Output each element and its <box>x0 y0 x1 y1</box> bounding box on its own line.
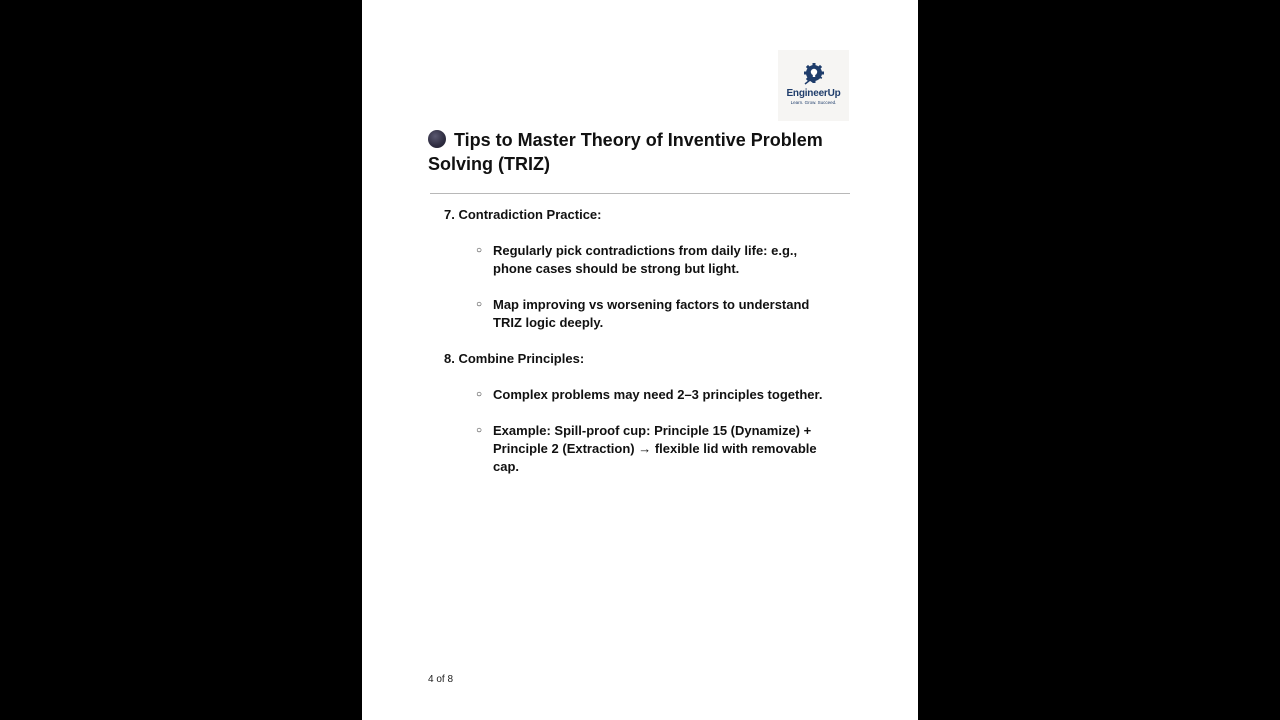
list-item-text: Map improving vs worsening factors to understand TRIZ logic deeply. <box>493 297 810 330</box>
list-item-text: Complex problems may need 2–3 principles together. <box>493 387 823 402</box>
page-title <box>428 128 858 176</box>
horizontal-divider <box>430 193 850 194</box>
gear-lightbulb-icon <box>802 62 826 86</box>
hollow-circle-bullet-icon: ○ <box>476 389 483 400</box>
list-item-text: Example: Spill-proof cup: Principle 15 (Dynamize) + Principle 2 (Extraction) → flexible lid with removable cap. <box>493 423 817 474</box>
document-page <box>362 0 918 720</box>
engineerup-logo <box>778 50 849 121</box>
section-heading-contradiction-practice: 7. Contradiction Practice: <box>444 207 602 222</box>
logo-tagline: Learn. Grow. Succeed. <box>790 100 837 105</box>
section-heading-combine-principles: 8. Combine Principles: <box>444 351 585 366</box>
logo-brand-name: EngineerUp <box>786 88 841 99</box>
page-number: 4 of 8 <box>428 674 454 685</box>
list-item <box>476 422 836 476</box>
hollow-circle-bullet-icon: ○ <box>476 299 483 310</box>
list-item <box>476 242 836 278</box>
hollow-circle-bullet-icon: ○ <box>476 425 483 436</box>
hollow-circle-bullet-icon: ○ <box>476 245 483 256</box>
list-item-text: Regularly pick contradictions from daily life: e.g., phone cases should be strong but light. <box>493 243 798 276</box>
list-item <box>476 386 836 404</box>
black-circle-icon <box>428 130 446 148</box>
list-item <box>476 296 836 332</box>
page-title-text: Tips to Master Theory of Inventive Problem Solving (TRIZ) <box>428 130 823 174</box>
